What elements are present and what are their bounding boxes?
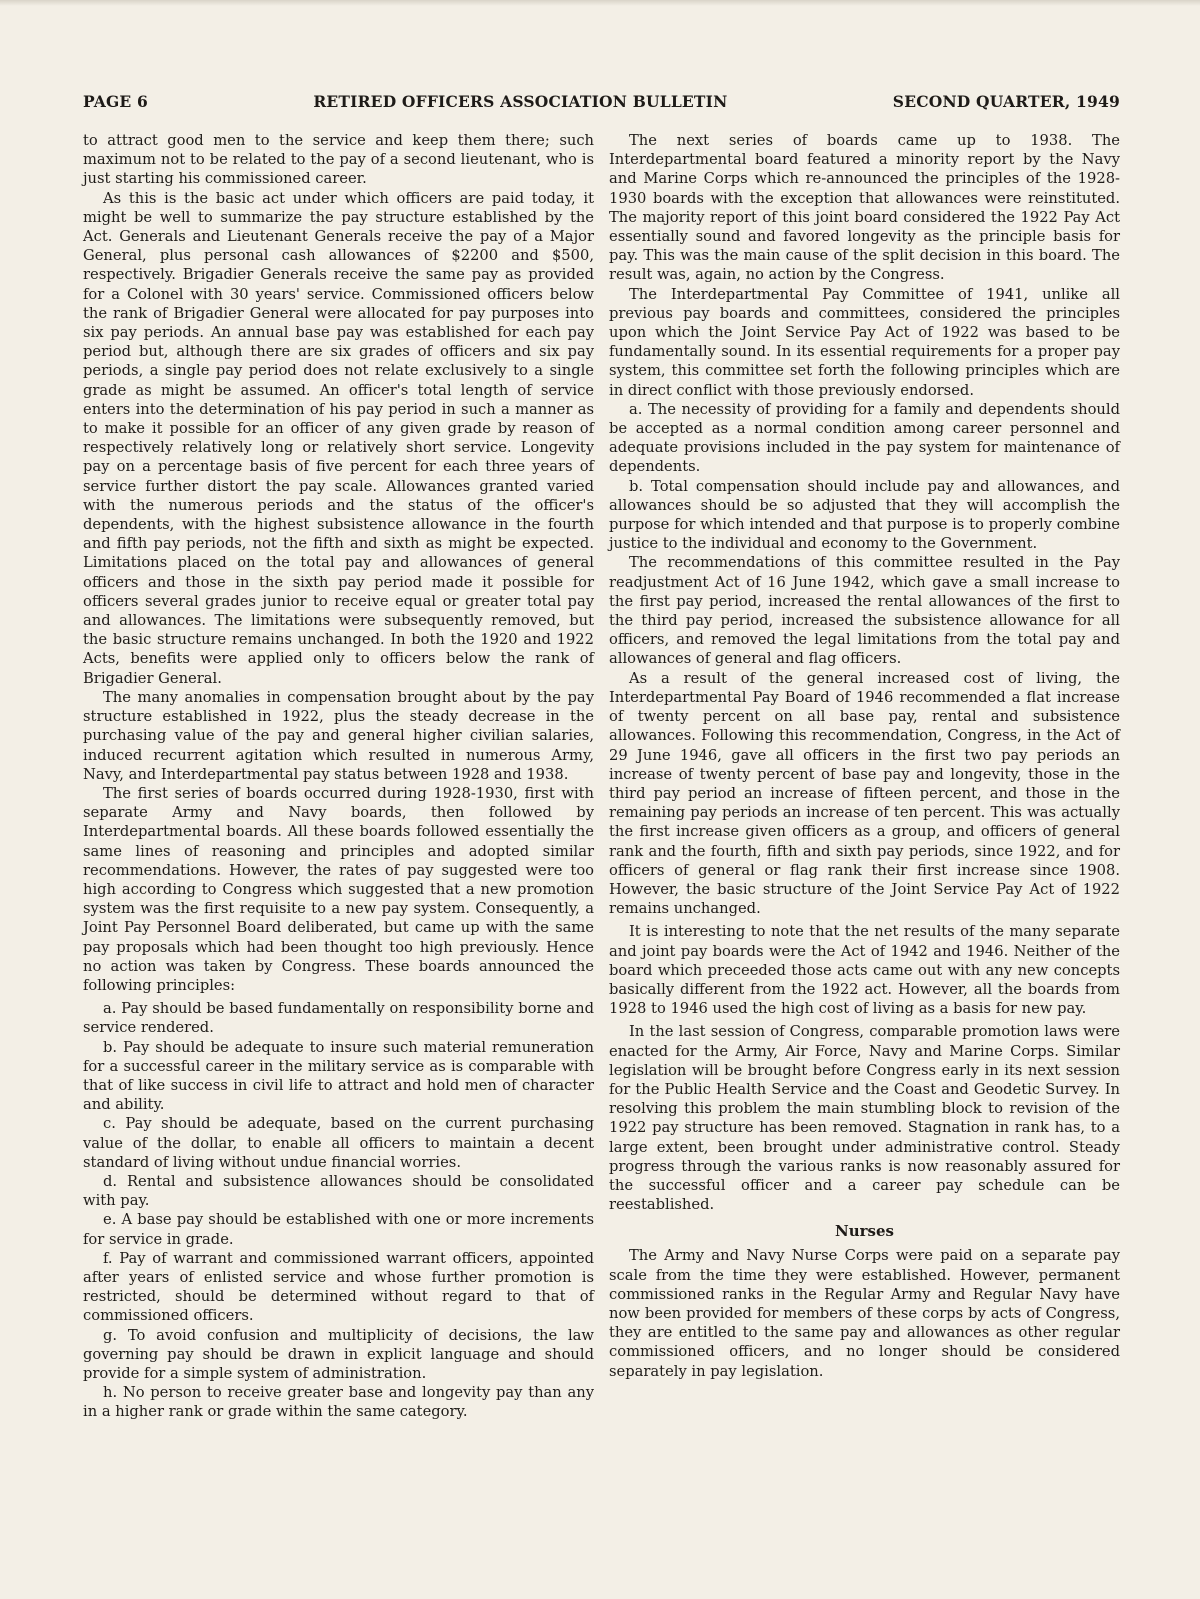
running-header xyxy=(83,92,1120,111)
principle-item: f. Pay of warrant and commissioned warrant officers, appointed after years of enlisted service and whose further promotion is restricted, should be determined without regard to that of commissioned officers. xyxy=(83,1249,594,1325)
text-columns xyxy=(83,131,1120,1422)
principle-item: g. To avoid confusion and multiplicity of decisions, the law governing pay should be drawn in explicit language and should provide for a simple system of administration. xyxy=(83,1326,594,1382)
principle-item: h. No person to receive greater base and longevity pay than any in a higher rank or grade within the same category. xyxy=(83,1384,594,1421)
right-column xyxy=(609,131,1120,1422)
paragraph: The first series of boards occurred during 1928-1930, first with separate Army and Navy boards, then followed by Interdepartmental boards. All these boards followed essentially the same lines of reasoning and principles and adopted similar recommendations. However, the rates of pay suggested were too high according to Congress which suggested that a new promotion system was the first requisite to a new pay system. Consequently, a Joint Pay Personnel Board deliberated, but came up with the same pay proposals which had been thought too high previously. Hence no action was taken by Congress. These boards announced the following principles: xyxy=(83,784,594,994)
publication-title: RETIRED OFFICERS ASSOCIATION BULLETIN xyxy=(313,92,728,111)
issue-date: SECOND QUARTER, 1949 xyxy=(892,92,1120,111)
paragraph: The next series of boards came up to 1938. The Interdepartmental board featured a minority report by the Navy and Marine Corps which re-announced the principles of the 1928-1930 boards with the exception that allowances were reinstituted. The majority report of this joint board considered the 1922 Pay Act essentially sound and favored longevity as the principle basis for pay. This was the main cause of the split decision in this board. The result was, again, no action by the Congress. xyxy=(609,132,1120,284)
paragraph: The Interdepartmental Pay Committee of 1941, unlike all previous pay boards and committees, considered the principles upon which the Joint Service Pay Act of 1922 was based to be fundamentally sound. In its essential requirements for a proper pay system, this committee set forth the following principles which are in direct conflict with those previously endorsed. xyxy=(609,285,1120,399)
paragraph: As this is the basic act under which officers are paid today, it might be well to summarize the pay structure established by the Act. Generals and Lieutenant Generals receive the pay of a Major General, plus personal cash allowances of $2200 and $500, respectively. Brigadier Generals receive the same pay as provided for a Colonel with 30 years' service. Commissioned officers below the rank of Brigadier General were allocated for pay purposes into six pay periods. An annual base pay was established for each pay period but, although there are six grades of officers and six pay periods, a single pay period does not relate exclusively to a single grade as might be assumed. An officer's total length of service enters into the determination of his pay period in such a manner as to make it possible for an officer of any given grade by reason of respectively relatively long or relatively short service. Longevity pay on a percentage basis of five percent for each three years of service further distort the pay scale. Allowances granted varied with the numerous periods and the status of the officer's dependents, with the highest subsistence allowance in the fourth and fifth pay periods, not the fifth and sixth as might be expected. Limitations placed on the total pay and allowances of general officers and those in the sixth pay period made it possible for officers several grades junior to receive equal or greater total pay and allowances. The limitations were subsequently removed, but the basic structure remains unchanged. In both the 1920 and 1922 Acts, benefits were applied only to officers below the rank of Brigadier General. xyxy=(83,189,594,687)
paragraph: In the last session of Congress, comparable promotion laws were enacted for the Army, Air Force, Navy and Marine Corps. Similar legislation will be brought before Congress early in its next session for the Public Health Service and the Coast and Geodetic Survey. In resolving this problem the main stumbling block to revision of the 1922 pay structure has been removed. Stagnation in rank has, to a large extent, been brought under administrative control. Steady progress through the various ranks is now reasonably assured for the successful officer and a career pay schedule can be reestablished. xyxy=(609,1023,1120,1214)
left-column xyxy=(83,131,594,1422)
principle-item: e. A base pay should be established with one or more increments for service in grade. xyxy=(83,1211,594,1248)
paragraph: The many anomalies in compensation brought about by the pay structure established in 1922, plus the steady decrease in the purchasing value of the pay and general higher civilian salaries, induced recurrent agitation which resulted in numerous Army, Navy, and Interdepartmental pay status between 1928 and 1938. xyxy=(83,688,594,783)
paragraph: to attract good men to the service and keep them there; such maximum not to be related to the pay of a second lieutenant, who is just starting his commissioned career. xyxy=(83,132,594,188)
principle-item: b. Total compensation should include pay and allowances, and allowances should be so adjusted that they will accomplish the purpose for which intended and that purpose is to properly combine justice to the individual and economy to the Government. xyxy=(609,477,1120,553)
principle-item: a. The necessity of providing for a family and dependents should be accepted as a normal condition among career personnel and adequate provisions included in the pay system for maintenance of dependents. xyxy=(609,400,1120,476)
paragraph: As a result of the general increased cost of living, the Interdepartmental Pay Board of 1946 recommended a flat increase of twenty percent on all base pay, rental and subsistence allowances. Following this recommendation, Congress, in the Act of 29 June 1946, gave all officers in the first two pay periods an increase of twenty percent of base pay and longevity, those in the third pay period an increase of fifteen percent, and those in the remaining pay periods an increase of ten percent. This was actually the first increase given officers as a group, and officers of general rank and the fourth, fifth and sixth pay periods, since 1922, and for officers of general or flag rank their first increase since 1908. However, the basic structure of the Joint Service Pay Act of 1922 remains unchanged. xyxy=(609,669,1120,918)
paragraph: The recommendations of this committee resulted in the Pay readjustment Act of 16 June 1942, which gave a small increase to the first pay period, increased the rental allowances of the first to the third pay period, increased the subsistence allowance for all officers, and removed the legal limitations from the total pay and allowances of general and flag officers. xyxy=(609,554,1120,668)
principle-item: b. Pay should be adequate to insure such material remuneration for a successful career in the military service as is comparable with that of like success in civil life to attract and hold men of character and ability. xyxy=(83,1038,594,1114)
principle-item: c. Pay should be adequate, based on the current purchasing value of the dollar, to enable all officers to maintain a decent standard of living without undue financial worries. xyxy=(83,1115,594,1171)
section-heading-nurses: Nurses xyxy=(835,1222,894,1241)
paragraph: It is interesting to note that the net results of the many separate and joint pay boards were the Act of 1942 and 1946. Neither of the board which preceeded those acts came out with any new concepts basically different from the 1922 act. However, all the boards from 1928 to 1946 used the high cost of living as a basis for new pay. xyxy=(609,923,1120,1018)
principle-item: d. Rental and subsistence allowances should be consolidated with pay. xyxy=(83,1172,594,1210)
page-number: PAGE 6 xyxy=(83,92,148,111)
principle-item: a. Pay should be based fundamentally on responsibility borne and service rendered. xyxy=(83,1000,594,1037)
paragraph: The Army and Navy Nurse Corps were paid on a separate pay scale from the time they were established. However, permanent commissioned ranks in the Regular Army and Regular Navy have now been provided for members of these corps by acts of Congress, they are entitled to the same pay and allowances as other regular commissioned officers, and no longer should be considered separately in pay legislation. xyxy=(609,1247,1120,1380)
